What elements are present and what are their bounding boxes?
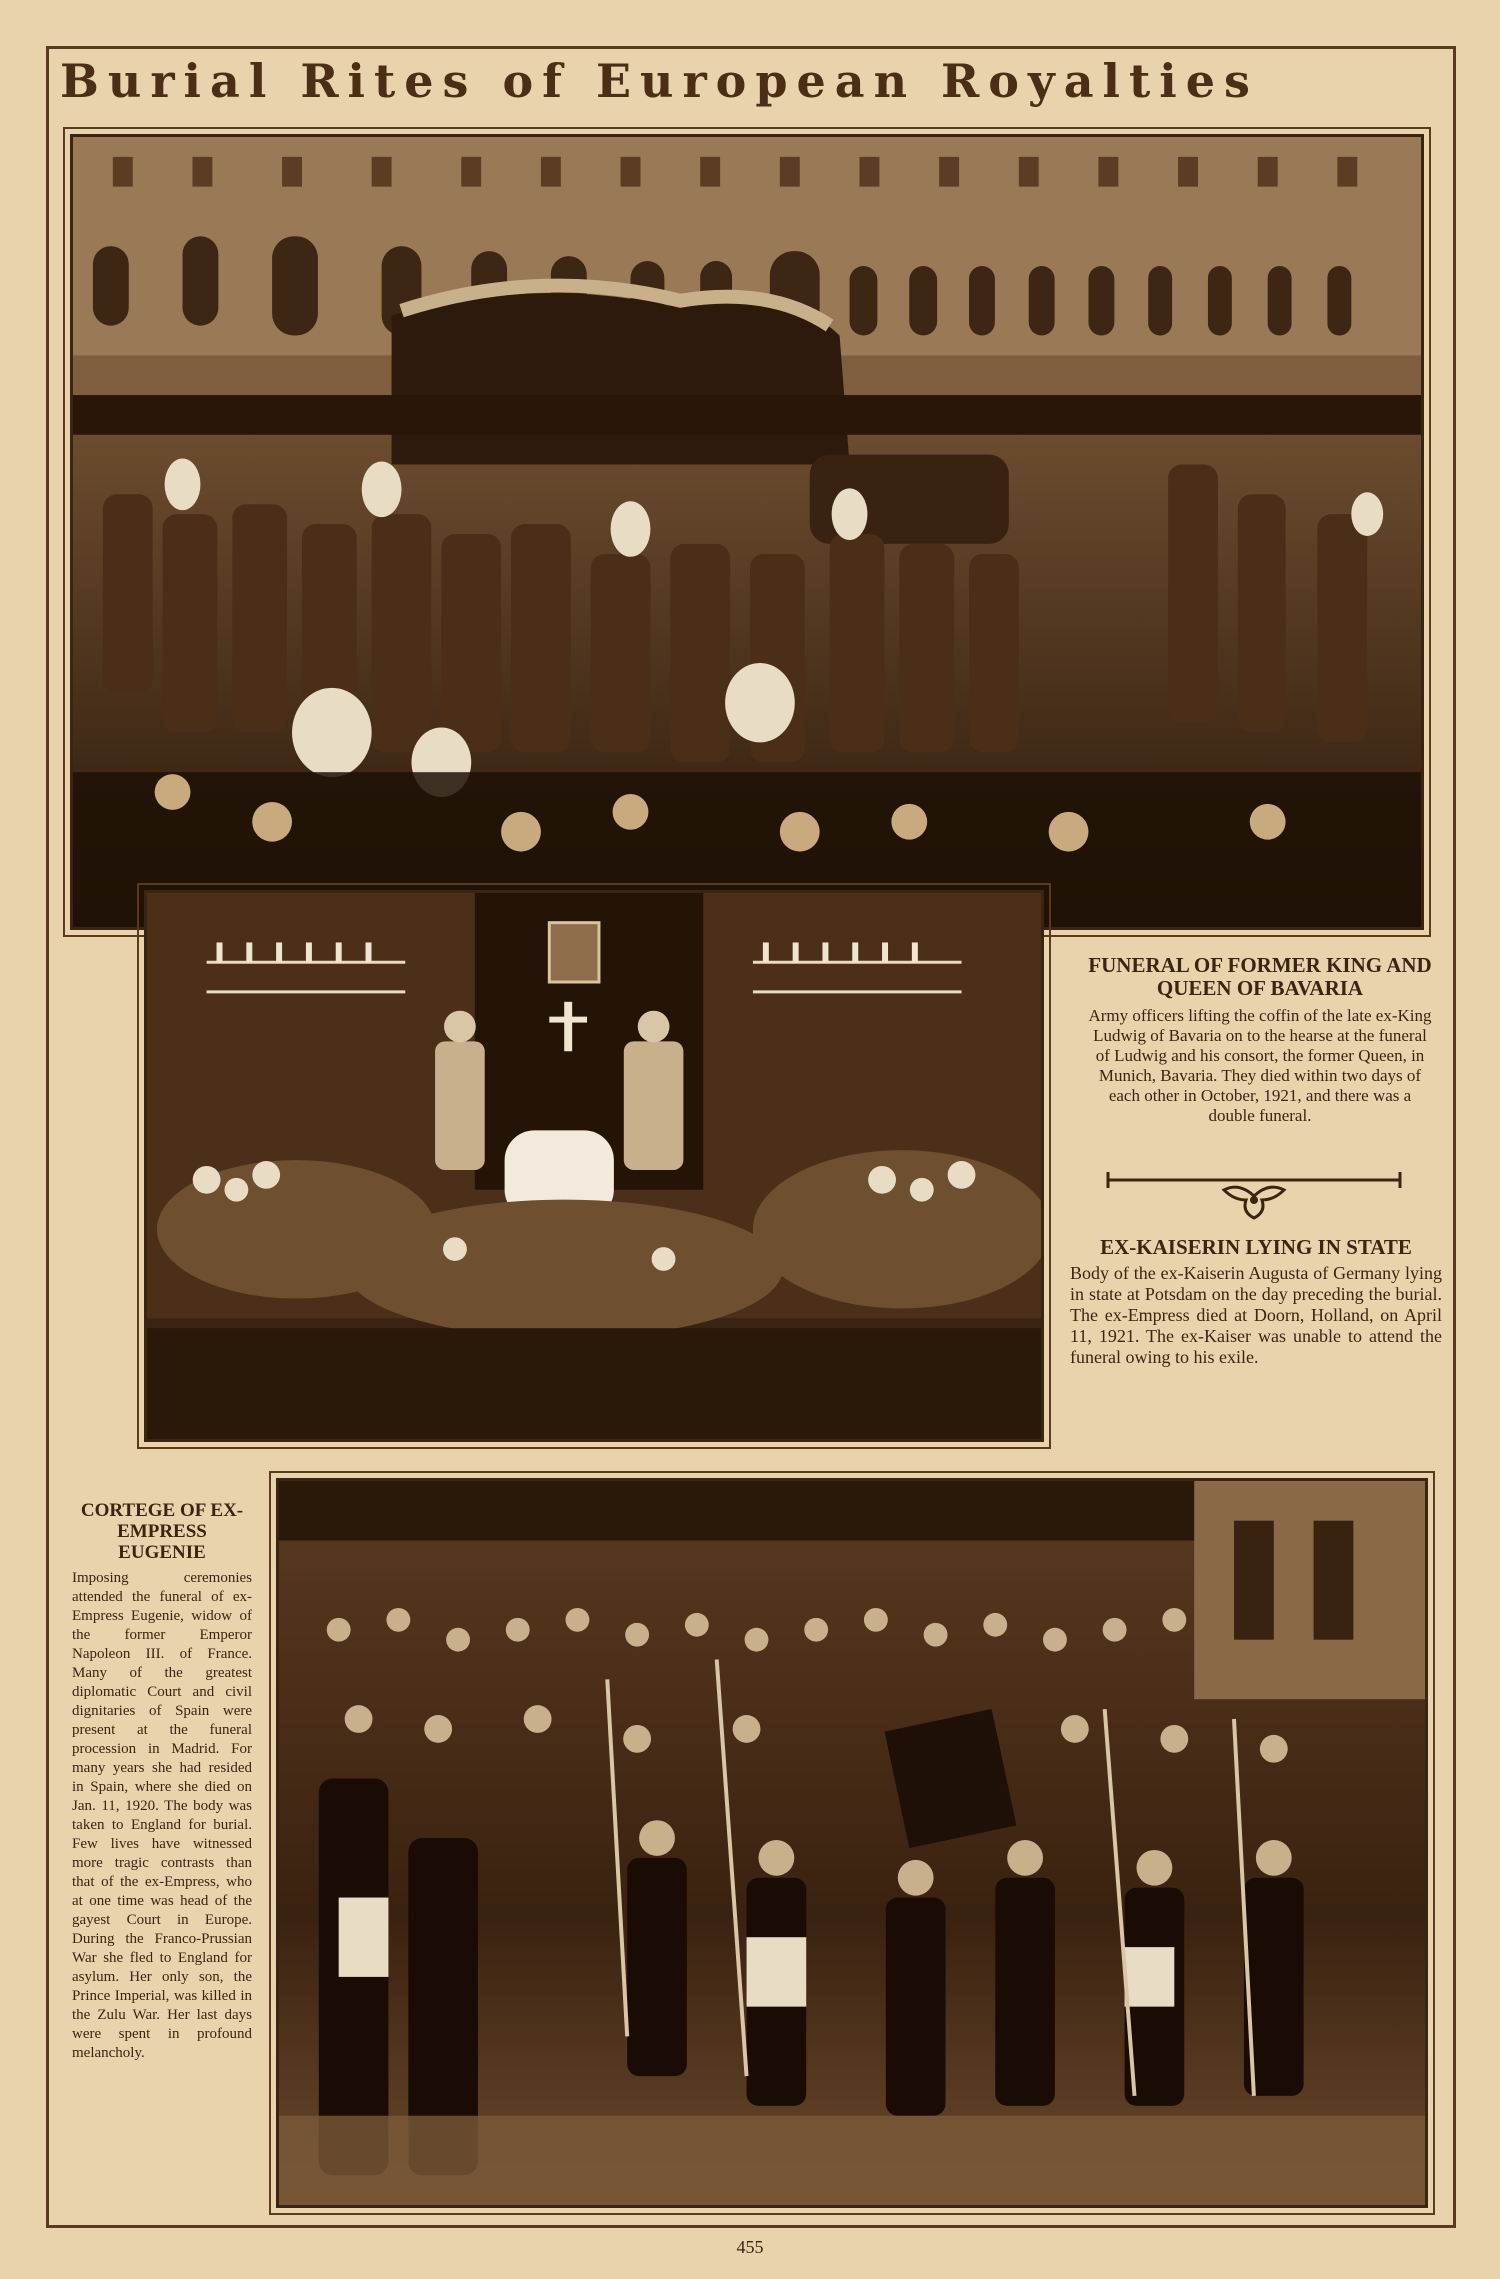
eugenie-cortege-photo	[276, 1478, 1428, 2208]
page-number: 455	[736, 2237, 764, 2257]
bavaria-funeral-photo	[70, 134, 1424, 930]
kaiserin-caption-title: EX-KAISERIN LYING IN STATE	[1100, 1235, 1412, 1259]
bavaria-caption	[1084, 954, 1436, 1126]
bavaria-caption-body: Army officers lifting the coffin of the late ex-King Ludwig of Bavaria on to the hearse at the funeral of Ludwig and his consort, the former Queen, in Munich, Bavaria. They died within two days of each other in October, 1921, and there was a double funeral.	[1088, 1006, 1432, 1125]
eugenie-caption-body: Imposing ceremonies attended the funeral of ex-Empress Eugenie, widow of the former Emperor Napoleon III. of France. Many of the greatest diplomatic Court and civil dignitaries of Spain were present at the funeral procession in Madrid. For many years she had resided in Spain, where she died on Jan. 11, 1920. The body was taken to England for burial. Few lives have witnessed more tragic contrasts than that of the ex-Empress, who at one time was head of the gayest Court in Europe. During the Franco-Prussian War she fled to England for asylum. Her only son, the Prince Imperial, was killed in the Zulu War. Her last days were spent in profound melancholy.	[72, 1570, 252, 2061]
floral-divider-icon	[1104, 1166, 1404, 1226]
page-title: Burial Rites of European Royalties	[60, 54, 1259, 108]
funeral-procession-photo-icon	[73, 137, 1421, 927]
cortege-procession-photo-icon	[279, 1481, 1425, 2205]
eugenie-caption-title: CORTEGE OF EX-EMPRESS EUGENIE	[80, 1500, 244, 1563]
lying-in-state-photo-icon	[147, 893, 1041, 1439]
kaiserin-state-photo	[144, 890, 1044, 1442]
bavaria-caption-title: FUNERAL OF FORMER KING AND QUEEN OF BAVARIA	[1088, 953, 1432, 1000]
eugenie-caption	[72, 1500, 252, 2063]
floral-divider	[1104, 1166, 1404, 1226]
kaiserin-caption	[1070, 1236, 1442, 1368]
kaiserin-caption-body: Body of the ex-Kaiserin Augusta of Germany lying in state at Potsdam on the day preceding the burial. The ex-Empress died at Doorn, Holland, on April 11, 1921. The ex-Kaiser was unable to attend the funeral owing to his exile.	[1070, 1263, 1442, 1367]
